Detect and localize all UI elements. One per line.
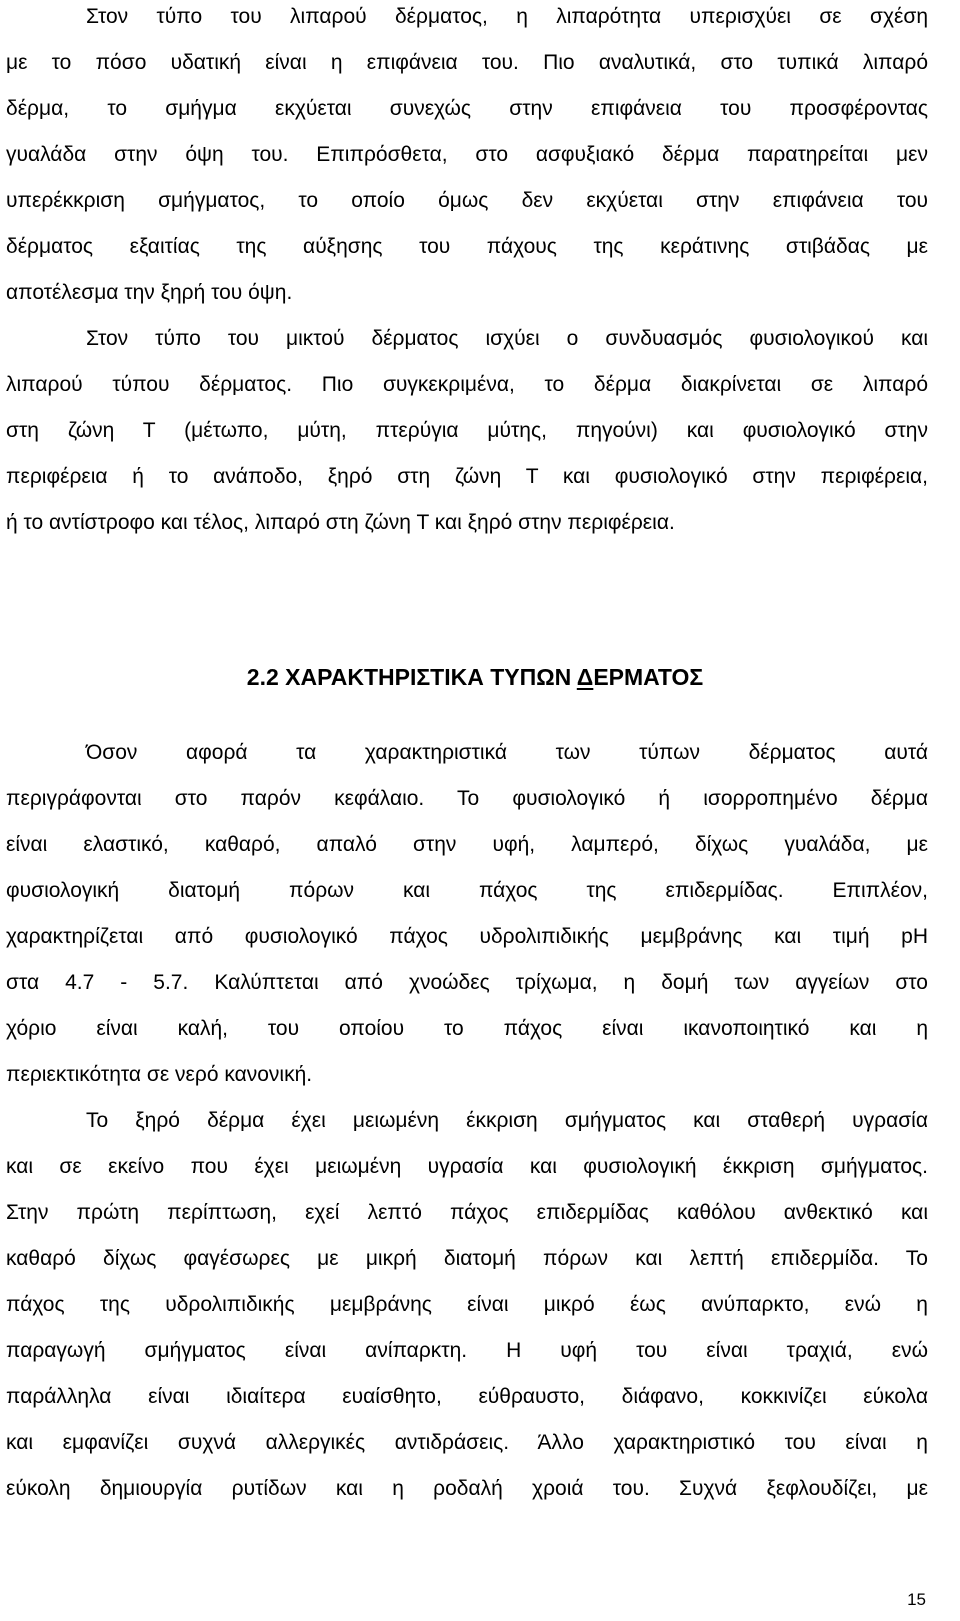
paragraph-3-line-5: χαρακτηρίζεται από φυσιολογικό πάχος υδρολιπιδικής μεμβράνης και τιμή pH — [6, 925, 928, 948]
paragraph-1-line-2: με το πόσο υδατική είναι η επιφάνεια του. Πιο αναλυτικά, στο τυπικά λιπαρό — [6, 51, 928, 74]
section-heading-underlined-letter: Δ — [576, 664, 594, 690]
paragraph-3-line-2: περιγράφονται στο παρόν κεφάλαιο. Το φυσιολογικό ή ισορροπημένο δέρμα — [6, 787, 928, 810]
paragraph-1-line-6: δέρματος εξαιτίας της αύξησης του πάχους της κεράτινης στιβάδας με — [6, 235, 928, 258]
paragraph-3-line-1: Όσον αφορά τα χαρακτηριστικά των τύπων δέρματος αυτά — [86, 741, 928, 764]
paragraph-3-line-7: χόριο είναι καλή, του οποίου το πάχος είναι ικανοποιητικό και η — [6, 1017, 928, 1040]
paragraph-4-line-9: εύκολη δημιουργία ρυτίδων και η ροδαλή χροιά του. Συχνά ξεφλουδίζει, με — [6, 1477, 928, 1500]
paragraph-1-line-7: αποτέλεσμα την ξηρή του όψη. — [6, 281, 293, 304]
paragraph-1-line-1: Στον τύπο του λιπαρού δέρματος, η λιπαρότητα υπερισχύει σε σχέση — [86, 5, 928, 28]
section-heading-suffix: ΕΡΜΑΤΟΣ — [593, 664, 704, 690]
paragraph-4-line-1: Το ξηρό δέρμα έχει μειωμένη έκκριση σμήγματος και σταθερή υγρασία — [86, 1109, 928, 1132]
paragraph-3-line-8: περιεκτικότητα σε νερό κανονική. — [6, 1063, 313, 1086]
paragraph-2-line-3: στη ζώνη Τ (μέτωπο, μύτη, πτερύγια μύτης, πηγούνι) και φυσιολογικό στην — [6, 419, 928, 442]
section-heading-prefix: 2.2 ΧΑΡΑΚΤΗΡΙΣΤΙΚΑ ΤΥΠΩΝ — [246, 664, 577, 690]
paragraph-4-line-5: πάχος της υδρολιπιδικής μεμβράνης είναι μικρό έως ανύπαρκτο, ενώ η — [6, 1293, 928, 1316]
paragraph-4-line-7: παράλληλα είναι ιδιαίτερα ευαίσθητο, εύθραυστο, διάφανο, κοκκινίζει εύκολα — [6, 1385, 928, 1408]
section-heading — [0, 660, 940, 694]
paragraph-1-line-5: υπερέκκριση σμήγματος, το οποίο όμως δεν εκχύεται στην επιφάνεια του — [6, 189, 928, 212]
paragraph-4-line-3: Στην πρώτη περίπτωση, εχεί λεπτό πάχος επιδερμίδας καθόλου ανθεκτικό και — [6, 1201, 928, 1224]
paragraph-2-line-2: λιπαρού τύπου δέρματος. Πιο συγκεκριμένα, το δέρμα διακρίνεται σε λιπαρό — [6, 373, 928, 396]
paragraph-1-line-4: γυαλάδα στην όψη του. Επιπρόσθετα, στο ασφυξιακό δέρμα παρατηρείται μεν — [6, 143, 928, 166]
paragraph-2-line-4: περιφέρεια ή το ανάποδο, ξηρό στη ζώνη Τ και φυσιολογικό στην περιφέρεια, — [6, 465, 928, 488]
paragraph-4-line-8: και εμφανίζει συχνά αλλεργικές αντιδράσεις. Άλλο χαρακτηριστικό του είναι η — [6, 1431, 928, 1454]
paragraph-1-line-3: δέρμα, το σμήγμα εκχύεται συνεχώς στην επιφάνεια του προσφέροντας — [6, 97, 928, 120]
paragraph-4-line-2: και σε εκείνο που έχει μειωμένη υγρασία και φυσιολογική έκκριση σμήγματος. — [6, 1155, 928, 1178]
paragraph-2-line-1: Στον τύπο του μικτού δέρματος ισχύει ο συνδυασμός φυσιολογικού και — [86, 327, 928, 350]
paragraph-3-line-4: φυσιολογική διατομή πόρων και πάχος της επιδερμίδας. Επιπλέον, — [6, 879, 928, 902]
paragraph-2-line-5: ή το αντίστροφο και τέλος, λιπαρό στη ζώνη Τ και ξηρό στην περιφέρεια. — [6, 511, 675, 534]
paragraph-4-line-4: καθαρό δίχως φαγέσωρες με μικρή διατομή πόρων και λεπτή επιδερμίδα. Το — [6, 1247, 928, 1270]
page-number: 15 — [907, 1590, 926, 1609]
paragraph-4-line-6: παραγωγή σμήγματος είναι ανίπαρκτη. Η υφή του είναι τραχιά, ενώ — [6, 1339, 928, 1362]
paragraph-3-line-6: στα 4.7 - 5.7. Καλύπτεται από χνοώδες τρίχωμα, η δομή των αγγείων στο — [6, 971, 928, 994]
paragraph-3-line-3: είναι ελαστικό, καθαρό, απαλό στην υφή, λαμπερό, δίχως γυαλάδα, με — [6, 833, 928, 856]
